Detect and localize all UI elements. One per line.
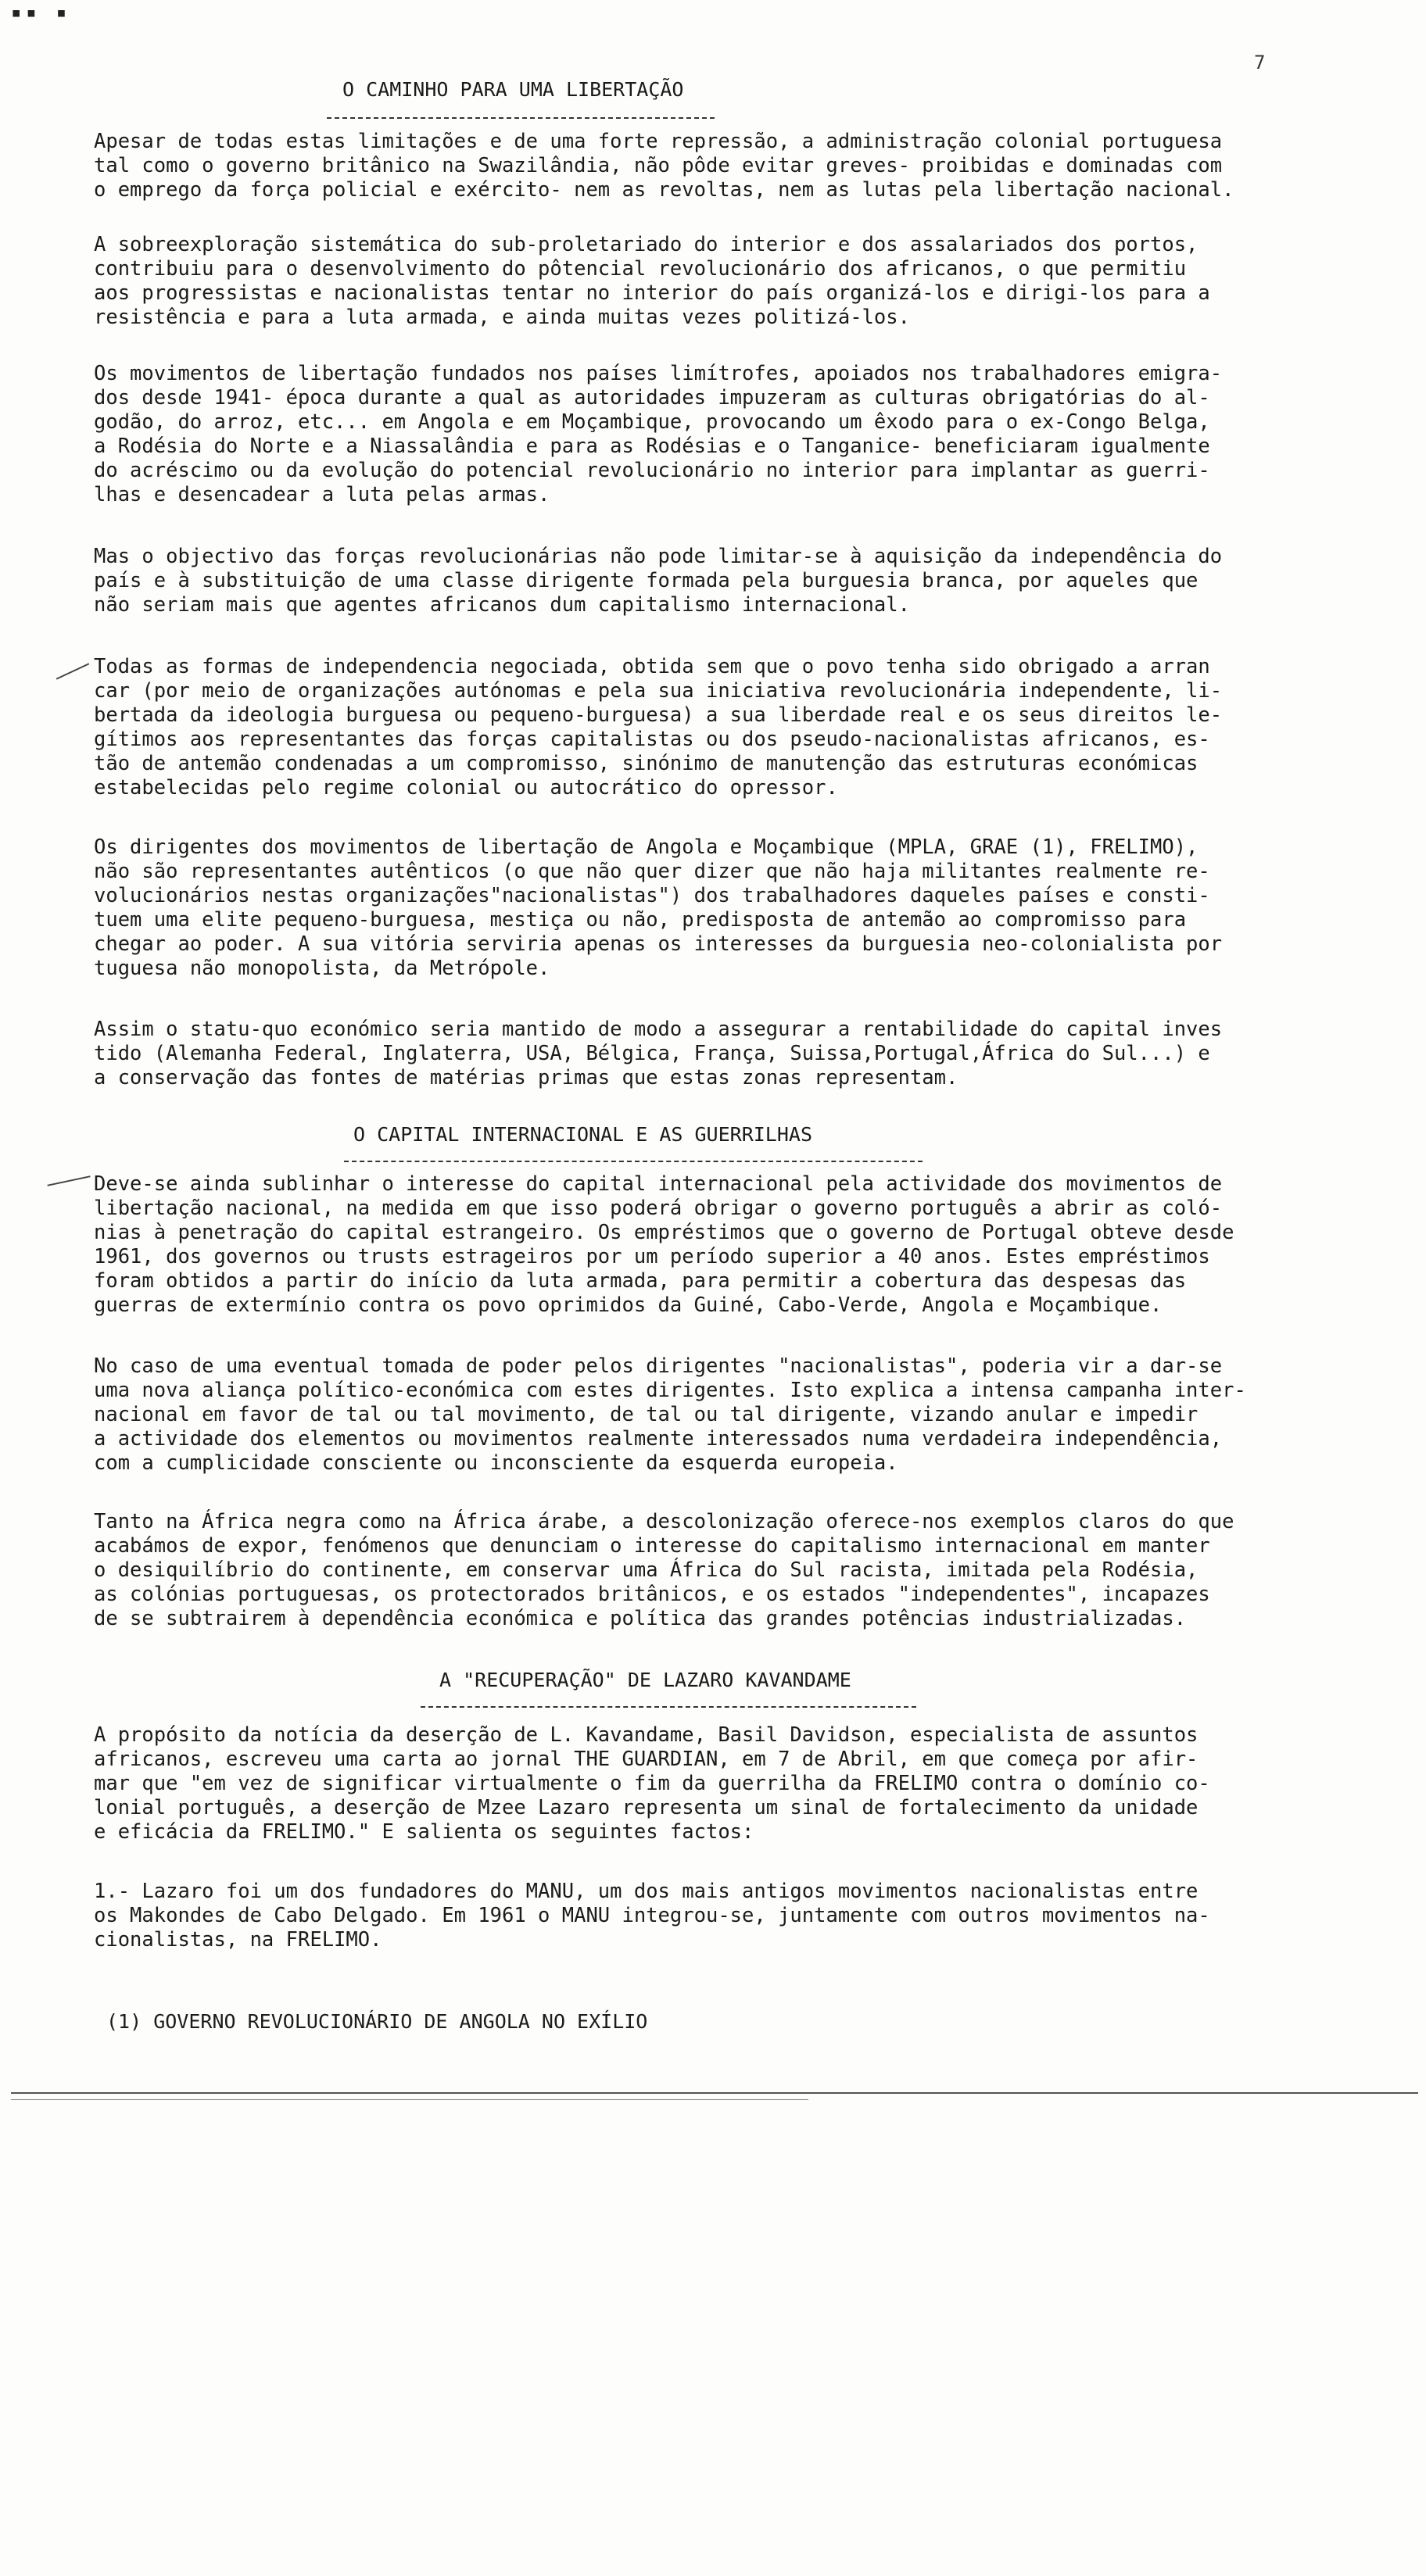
- paragraph-10: Tanto na África negra como na África árabe, a descolonização oferece-nos exemplos claros do que acabámos de expor, fenómenos que denunciam o interesse do capitalismo internacional em manter o desiquilíbrio do continente, em conservar uma África do Sul racista, imitada pela Rodésia, as colónias portuguesas, os protectorados britânicos, e os estados "independentes", incapazes de se subtrairem à dependência económica e política das grandes potências industrializadas.: [94, 1510, 1234, 1630]
- heading-recuperacao-kavandame: A "RECUPERAÇÃO" DE LAZARO KAVANDAME: [439, 1669, 851, 1691]
- paragraph-9: No caso de uma eventual tomada de poder pelos dirigentes "nacionalistas", poderia vir a dar-se uma nova aliança político-económica com estes dirigentes. Isto explica a intensa campanha inter- nacional em favor de tal ou tal movimento, de tal ou tal dirigente, vizando anular e impedir a actividade dos elementos ou movimentos realmente interessados numa verdadeira independência, com a cumplicidade consciente ou inconsciente da esquerda europeia.: [94, 1354, 1246, 1475]
- paragraph-1: Apesar de todas estas limitações e de uma forte repressão, a administração colonial portuguesa tal como o governo britânico na Swazilândia, não pôde evitar greves- proibidas e dominadas com o emprego da força policial e exército- nem as revoltas, nem as lutas pela libertação nacional.: [94, 130, 1234, 202]
- heading-underline: [344, 1161, 923, 1162]
- paragraph-7: Assim o statu-quo económico seria mantido de modo a assegurar a rentabilidade do capital inves tido (Alemanha Federal, Inglaterra, USA, Bélgica, França, Suissa,Portugal,África do Sul...) e a conservação das fontes de matérias primas que estas zonas representam.: [94, 1018, 1223, 1089]
- bottom-rule: [11, 2092, 1418, 2094]
- page-number: 7: [1254, 52, 1266, 73]
- paragraph-6: Os dirigentes dos movimentos de libertação de Angola e Moçambique (MPLA, GRAE (1), FRELIMO), não são representantes autênticos (o que não quer dizer que não haja militantes realmente re- volucionários nestas organizações"nacionalistas") dos trabalhadores daqueles países e consti- tuem uma elite pequeno-burguesa, mestiça ou não, predisposta de antemão ao compromisso para chegar ao poder. A sua vitória serviria apenas os interesses da burguesia neo-colonialista por tuguesa não monopolista, da Metrópole.: [94, 835, 1223, 980]
- margin-pen-mark: [47, 1175, 90, 1186]
- paragraph-12: 1.- Lazaro foi um dos fundadores do MANU, um dos mais antigos movimentos nacionalistas entre os Makondes de Cabo Delgado. Em 1961 o MANU integrou-se, juntamente com outros movimentos na- cionalistas, na FRELIMO.: [94, 1880, 1210, 1952]
- heading-caminho-libertacao: O CAMINHO PARA UMA LIBERTAÇÃO: [342, 78, 684, 101]
- bottom-rule-thin: [11, 2099, 808, 2100]
- heading-underline: [327, 117, 715, 119]
- footnote: (1) GOVERNO REVOLUCIONÁRIO DE ANGOLA NO EXÍLIO: [106, 2010, 648, 2033]
- punch-marks: ▪▪ ▪: [11, 3, 71, 23]
- paragraph-8: Deve-se ainda sublinhar o interesse do capital internacional pela actividade dos movimentos de libertação nacional, na medida em que isso poderá obrigar o governo português a abrir as coló- nias à penetração do capital estrangeiro. Os empréstimos que o governo de Portugal obteve desde 1961, dos governos ou trusts estrageiros por um período superior a 40 anos. Estes empréstimos foram obtidos a partir do início da luta armada, para permitir a cobertura das despesas das guerras de extermínio contra os povo oprimidos da Guiné, Cabo-Verde, Angola e Moçambique.: [94, 1172, 1234, 1317]
- margin-pen-mark: [56, 663, 90, 679]
- paragraph-2: A sobreexploração sistemática do sub-proletariado do interior e dos assalariados dos portos, contribuiu para o desenvolvimento do pôtencial revolucionário dos africanos, o que permitiu aos progressistas e nacionalistas tentar no interior do país organizá-los e dirigi-los para a resistência e para a luta armada, e ainda muitas vezes politizá-los.: [94, 233, 1210, 329]
- paragraph-3: Os movimentos de libertação fundados nos países limítrofes, apoiados nos trabalhadores emigra- dos desde 1941- época durante a qual as autoridades impuzeram as culturas obrigatórias do al- godão, do arroz, etc... em Angola e em Moçambique, provocando um êxodo para o ex-Congo Belga, a Rodésia do Norte e a Niassalândia e para as Rodésias e o Tanganice- beneficiaram igualmente do acréscimo ou da evolução do potencial revolucionário no interior para implantar as guerri- lhas e desencadear a luta pelas armas.: [94, 362, 1223, 506]
- heading-underline: [421, 1706, 916, 1708]
- paragraph-4: Mas o objectivo das forças revolucionárias não pode limitar-se à aquisição da independência do país e à substituição de uma classe dirigente formada pela burguesia branca, por aqueles que não seriam mais que agentes africanos dum capitalismo internacional.: [94, 545, 1223, 617]
- paragraph-11: A propósito da notícia da deserção de L. Kavandame, Basil Davidson, especialista de assuntos africanos, escreveu uma carta ao jornal THE GUARDIAN, em 7 de Abril, em que começa por afir- mar que "em vez de significar virtualmente o fim da guerrilha da FRELIMO contra o domínio co- lonial português, a deserção de Mzee Lazaro representa um sinal de fortalecimento da unidade e eficácia da FRELIMO." E salienta os seguintes factos:: [94, 1723, 1210, 1844]
- heading-capital-internacional: O CAPITAL INTERNACIONAL E AS GUERRILHAS: [353, 1123, 812, 1146]
- paragraph-5: Todas as formas de independencia negociada, obtida sem que o povo tenha sido obrigado a arran car (por meio de organizações autónomas e pela sua iniciativa revolucionária independente, li- bertada da ideologia burguesa ou pequeno-burguesa) a sua liberdade real e os seus direitos le- gítimos aos representantes das forças capitalistas ou dos pseudo-nacionalistas africanos, es- tão de antemão condenadas a um compromisso, sinónimo de manutenção das estruturas económicas estabelecidas pelo regime colonial ou autocrático do opressor.: [94, 655, 1223, 800]
